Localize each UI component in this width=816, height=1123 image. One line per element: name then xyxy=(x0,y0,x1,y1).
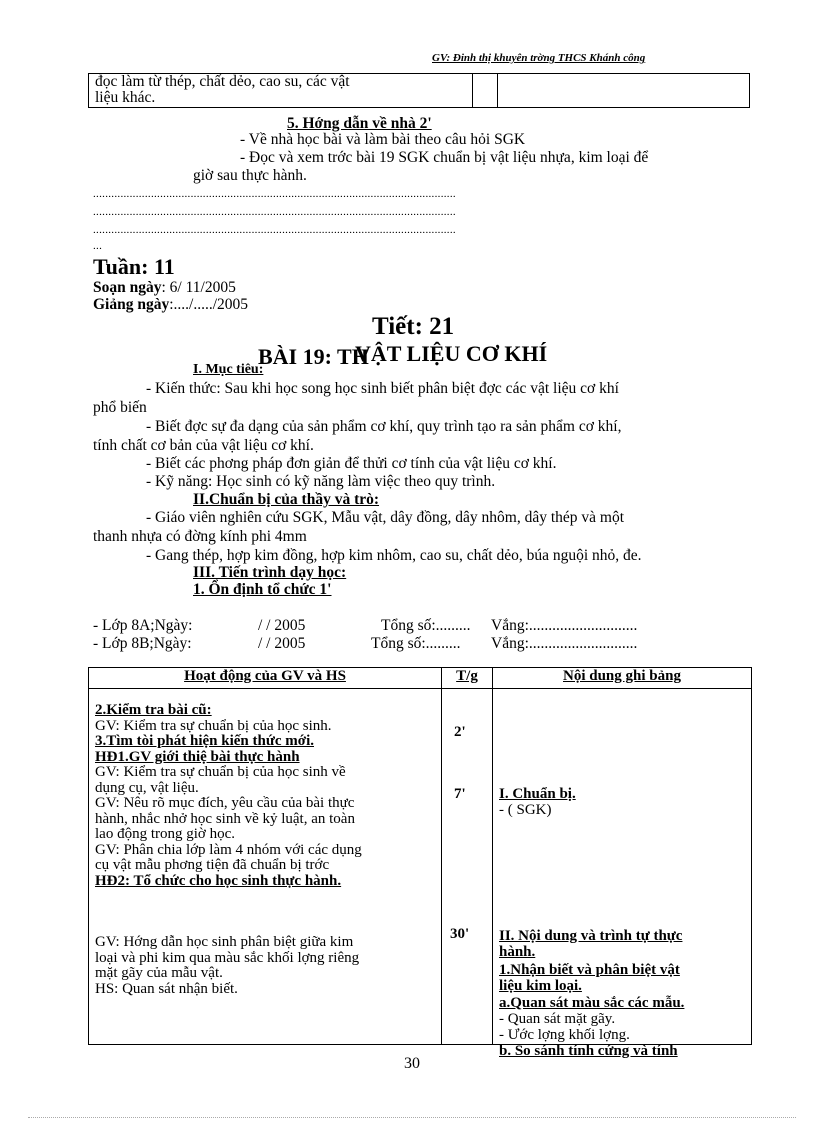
cell-line: mặt gãy của mẫu vật. xyxy=(95,965,223,981)
teach-date-label: Giảng ngày xyxy=(93,296,170,313)
week-label: Tuần: 11 xyxy=(93,254,175,279)
dotted-line: ....................................................................................................................... xyxy=(93,206,456,218)
header-content: Nội dung ghi bảng xyxy=(493,668,752,689)
homework-line: - Đọc và xem trớc bài 19 SGK chuẩn bị vật liệu nhựa, kim loại để xyxy=(240,149,649,166)
time-cell xyxy=(442,689,493,1045)
objective-line: - Biết các phơng pháp đơn giản để thửi cơ tính của vật liệu cơ khí. xyxy=(146,455,557,472)
prep-line: - Gang thép, hợp kim đồng, hợp kim nhôm, cao su, chất dẻo, búa nguội nhỏ, đe. xyxy=(146,547,642,564)
cell-line: II. Nội dung và trình tự thực xyxy=(499,928,683,944)
cell-line: - Ước lợng khối lợng. xyxy=(499,1027,630,1043)
lesson-number: Tiết: 21 xyxy=(372,313,455,340)
cell-line: GV: Phân chia lớp làm 4 nhóm với các dụng xyxy=(95,841,362,858)
class-row xyxy=(93,617,638,635)
cell-line: HĐ2: Tổ chức cho học sinh thực hành. xyxy=(95,872,342,889)
cell-line: GV: Kiểm tra sự chuẩn bị của học sinh. xyxy=(95,717,332,734)
header-activities: Hoạt động của GV và HS xyxy=(89,668,442,689)
homework-line: giờ sau thực hành. xyxy=(193,167,307,184)
objectives-heading: I. Mục tiêu: xyxy=(193,362,264,377)
prep-line: - Giáo viên nghiên cứu SGK, Mẫu vật, dây đồng, dây nhôm, dây thép và một xyxy=(146,509,625,526)
class-row xyxy=(93,635,638,653)
cell-line: GV: Kiểm tra sự chuẩn bị của học sinh về xyxy=(95,764,346,780)
cell-line: 3.Tìm tòi phát hiện kiến thức mới. xyxy=(95,733,314,749)
class-date: / / 2005 xyxy=(258,617,306,634)
teach-date-value: :..../...../2005 xyxy=(169,296,249,313)
top-table-cell xyxy=(498,74,750,108)
class-label: - Lớp 8A;Ngày: xyxy=(93,617,193,634)
class-total: Tổng số:......... xyxy=(371,635,461,652)
top-table xyxy=(88,73,750,108)
activities-cell xyxy=(89,689,442,1045)
lesson-table xyxy=(88,667,752,1059)
cell-line: cụ vật mẫu phơng tiện đã chuẩn bị trớc xyxy=(95,857,330,873)
content-cell xyxy=(493,689,752,1059)
prep-date xyxy=(93,279,236,297)
page-number: 30 xyxy=(404,1055,420,1072)
header-time: T/g xyxy=(442,668,493,689)
cell-line: 2.Kiểm tra bài cũ: xyxy=(95,702,212,718)
top-table-cell xyxy=(89,74,473,108)
cell-line: lao động trong giờ học. xyxy=(95,826,235,842)
time-value: 2' xyxy=(454,724,466,740)
class-date: / / 2005 xyxy=(258,635,306,652)
cell-line: liệu kim loại. xyxy=(499,978,582,994)
class-label: - Lớp 8B;Ngày: xyxy=(93,635,192,652)
prep-heading: II.Chuẩn bị của thầy và trò: xyxy=(193,491,380,508)
top-table-cell xyxy=(473,74,498,108)
page-bottom-border xyxy=(28,1117,796,1118)
cell-line: b. So sánh tính cứng và tính xyxy=(499,1043,678,1059)
cell-line: hành. xyxy=(499,944,536,960)
dotted-line: ....................................................................................................................... xyxy=(93,188,456,200)
cell-line: loại và phi kim qua màu sắc khối lợng riêng xyxy=(95,949,360,966)
lesson-code: BÀI 19: TH xyxy=(258,344,369,369)
objective-line: tính chất cơ bản của vật liệu cơ khí. xyxy=(93,437,314,454)
cell-line: dụng cụ, vật liệu. xyxy=(95,779,199,796)
homework-title: 5. Hớng dẫn về nhà 2' xyxy=(287,115,432,132)
dotted-line: ... xyxy=(93,240,103,252)
prep-date-value: : 6/ 11/2005 xyxy=(161,279,236,296)
cell-line: HS: Quan sát nhận biết. xyxy=(95,980,238,997)
page-header: GV: Đinh thị khuyên trờng THCS Khánh công xyxy=(432,52,646,64)
time-value: 30' xyxy=(450,926,470,942)
objective-line: - Biết đợc sự đa dạng của sản phẩm cơ khí, quy trình tạo ra sản phẩm cơ khí, xyxy=(146,418,622,435)
cell-line: I. Chuẩn bị. xyxy=(499,786,576,802)
teach-date xyxy=(93,296,248,314)
prep-date-label: Soạn ngày xyxy=(93,279,162,296)
cell-line: - ( SGK) xyxy=(499,802,552,818)
cell-line: a.Quan sát màu sắc các mẫu. xyxy=(499,995,685,1011)
cell-line: hành, nhắc nhở học sinh về kỷ luật, an toàn xyxy=(95,810,355,827)
objective-line: - Kỹ năng: Học sinh có kỹ năng làm việc theo quy trình. xyxy=(146,473,496,490)
cell-line: HĐ1.GV giới thiệ bài thực hành xyxy=(95,748,300,765)
procedure-heading: III. Tiến trình dạy học: xyxy=(193,564,347,581)
class-absent: Vắng:............................ xyxy=(491,635,638,652)
top-table-line: đọc làm từ thép, chất dẻo, cao su, các vật xyxy=(95,73,350,90)
dotted-line: ....................................................................................................................... xyxy=(93,224,456,236)
homework-line: - Về nhà học bài và làm bài theo câu hỏi SGK xyxy=(240,131,526,148)
prep-line: thanh nhựa có đờng kính phi 4mm xyxy=(93,528,307,545)
class-absent: Vắng:............................ xyxy=(491,617,638,634)
cell-line: GV: Nêu rõ mục đích, yêu cầu của bài thực xyxy=(95,795,355,811)
objective-line: phổ biến xyxy=(93,399,147,416)
lesson-title: VẬT LIỆU CƠ KHÍ xyxy=(355,341,548,366)
objective-line: - Kiến thức: Sau khi học song học sinh biết phân biệt đợc các vật liệu cơ khí xyxy=(146,380,619,397)
cell-line: GV: Hớng dẫn học sinh phân biệt giữa kim xyxy=(95,934,354,950)
time-value: 7' xyxy=(454,786,466,802)
cell-line: 1.Nhận biết và phân biệt vật xyxy=(499,962,680,978)
top-table-line: liệu khác. xyxy=(95,89,156,106)
organization-heading: 1. Ổn định tổ chức 1' xyxy=(193,581,332,598)
class-total: Tổng số:......... xyxy=(381,617,471,634)
cell-line: - Quan sát mặt gãy. xyxy=(499,1011,616,1027)
